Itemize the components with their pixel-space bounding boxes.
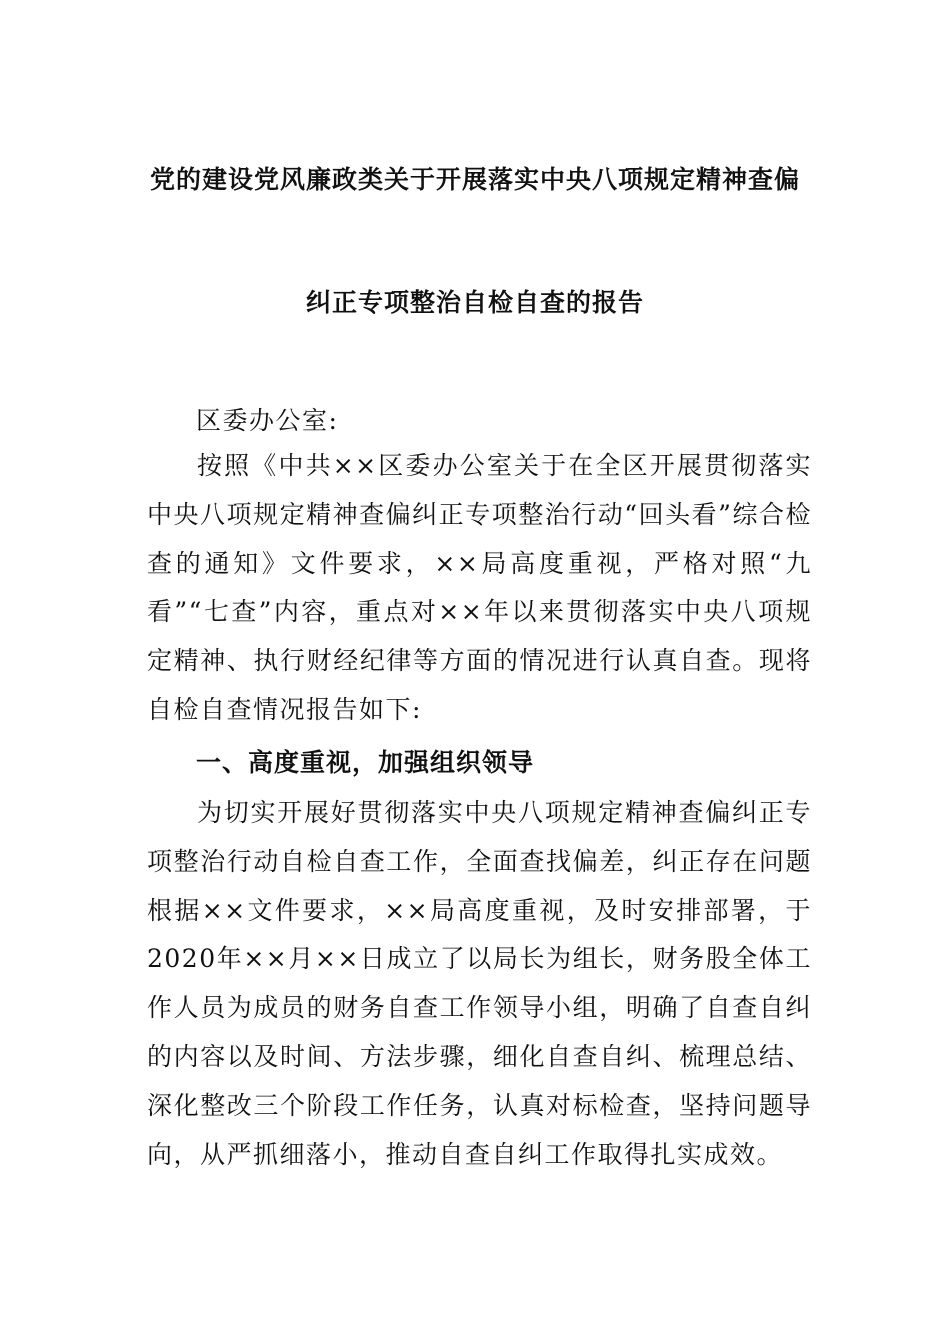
document-title-line-1: 党的建设党风廉政类关于开展落实中央八项规定精神查偏 bbox=[149, 165, 800, 194]
salutation: 区委办公室: bbox=[196, 406, 339, 435]
document-title-line-2: 纠正专项整治自检自查的报告 bbox=[305, 288, 644, 317]
section-heading-1: 一、高度重视，加强组织领导 bbox=[196, 748, 535, 777]
paragraph-intro: 按照《中共××区委办公室关于在全区开展贯彻落实中央八项规定精神查偏纠正专项整治行动“回头看”综合检查的通知》文件要求，××局高度重视，严格对照“九看”“七查”内容，重点对××年以来贯彻落实中央八项规定精神、执行财经纪律等方面的情况进行认真自查。现将自检自查情况报告如下: bbox=[147, 451, 812, 724]
paragraph-section-1: 为切实开展好贯彻落实中央八项规定精神查偏纠正专项整治行动自检自查工作，全面查找偏差，纠正存在问题根据××文件要求，××局高度重视，及时安排部署，于2020年××月××日成立了以局长为组长，财务股全体工作人员为成员的财务自查工作领导小组，明确了自查自纠的内容以及时间、方法步骤，细化自查自纠、梳理总结、深化整改三个阶段工作任务，认真对标检查，坚持问题导向，从严抓细落小，推动自查自纠工作取得扎实成效。 bbox=[147, 798, 812, 1169]
